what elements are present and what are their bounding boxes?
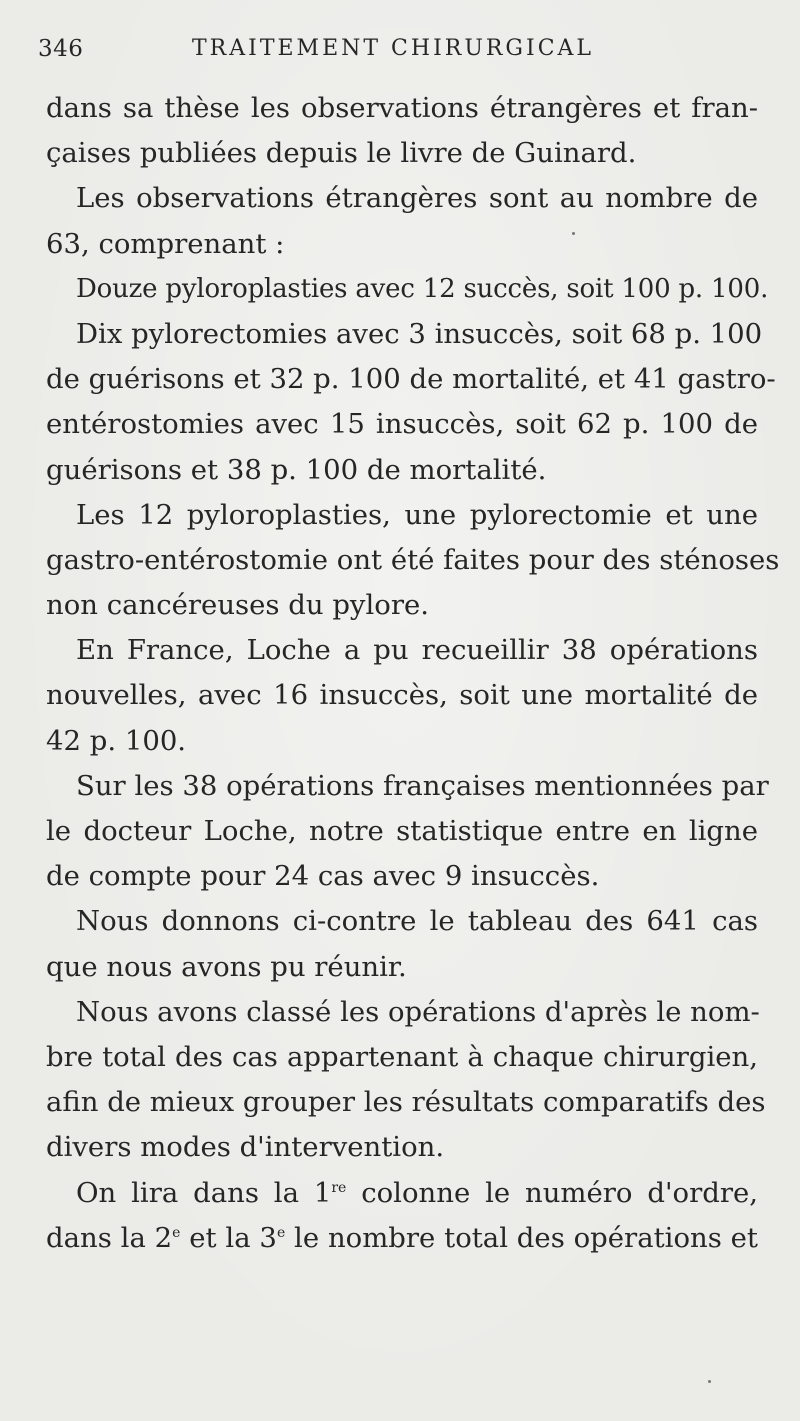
superscript: e — [172, 1224, 181, 1241]
text-line — [46, 1216, 758, 1261]
text-line: Sur les 38 opérations françaises mentionnées par — [76, 769, 769, 802]
text-line: En France, Loche a pu recueillir 38 opérations — [76, 634, 758, 667]
text-line: Dix pylorectomies avec 3 insuccès, soit 68 p. 100 — [76, 317, 763, 350]
body-text — [46, 86, 780, 1261]
text-line: de compte pour 24 cas avec 9 insuccès. — [46, 860, 600, 893]
text-line: de guérisons et 32 p. 100 de mortalité, et 41 gastro- — [46, 363, 776, 396]
text-line: Les observations étrangères sont au nombre de — [76, 182, 758, 215]
text-line: entérostomies avec 15 insuccès, soit 62 p. 100 de — [46, 408, 758, 441]
page-header — [38, 36, 758, 70]
text-fragment: et la 3 — [180, 1221, 277, 1254]
text-line: afin de mieux grouper les résultats comparatifs des — [46, 1086, 766, 1119]
text-line: çaises publiées depuis le livre de Guinard. — [46, 137, 637, 170]
text-line: divers modes d'intervention. — [46, 1131, 445, 1164]
running-head: TRAITEMENT CHIRURGICAL — [192, 36, 595, 61]
text-line — [46, 1171, 758, 1216]
text-line: 42 p. 100. — [46, 724, 187, 757]
text-fragment: dans la 2 — [46, 1221, 173, 1254]
text-line: Les 12 pyloroplasties, une pylorectomie et une — [76, 498, 758, 531]
text-line: le docteur Loche, notre statistique entre en ligne — [46, 815, 758, 847]
text-line: dans sa thèse les observations étrangères et fran- — [46, 92, 758, 124]
text-line: non cancéreuses du pylore. — [46, 589, 429, 622]
paper-speck — [708, 1380, 711, 1383]
text-line: que nous avons pu réunir. — [46, 950, 407, 983]
text-line: nouvelles, avec 16 insuccès, soit une mortalité de — [46, 679, 758, 712]
text-line: 63, comprenant : — [46, 227, 285, 260]
superscript: e — [276, 1224, 286, 1241]
text-line: guérisons et 38 p. 100 de mortalité. — [46, 453, 547, 486]
text-line: Nous avons classé les opérations d'après le nom- — [76, 995, 760, 1028]
paper-speck — [572, 232, 575, 235]
text-line: Douze pyloroplasties avec 12 succès, soit 100 p. 100. — [76, 273, 769, 304]
text-line: bre total des cas appartenant à chaque chirurgien, — [46, 1040, 758, 1073]
text-fragment: colonne le numéro d'ordre, — [346, 1176, 758, 1209]
superscript: re — [331, 1179, 347, 1196]
text-line: gastro-entérostomie ont été faites pour des sténoses — [46, 543, 780, 576]
text-fragment: On lira dans la 1 — [76, 1176, 332, 1209]
page-number: 346 — [38, 36, 84, 62]
text-fragment: le nombre total des opérations et — [285, 1221, 758, 1254]
text-line: Nous donnons ci-contre le tableau des 641 cas — [76, 905, 758, 938]
